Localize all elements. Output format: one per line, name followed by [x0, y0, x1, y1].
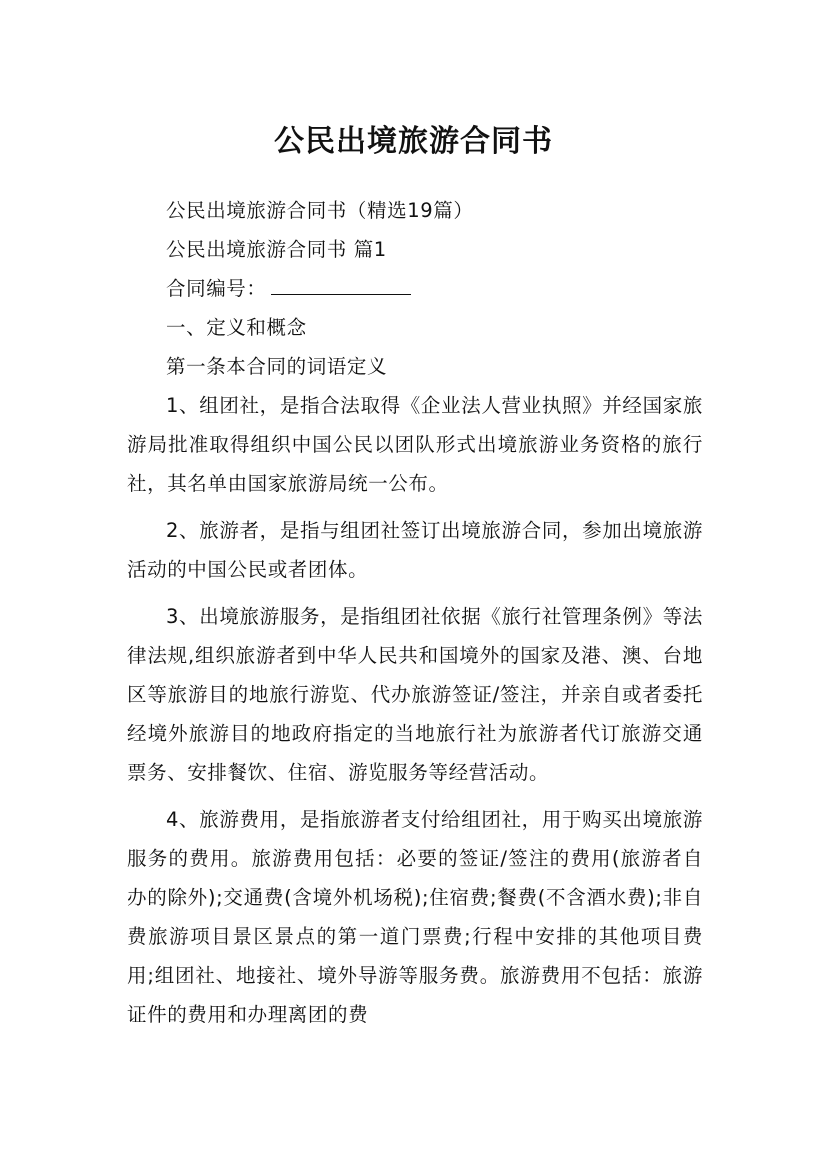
contract-number-line: [127, 269, 703, 308]
paragraph-definition-1: 1、组团社，是指合法取得《企业法人营业执照》并经国家旅游局批准取得组织中国公民以团队形式出境旅游业务资格的旅行社，其名单由国家旅游局统一公布。: [127, 394, 703, 495]
subtitle-line: 公民出境旅游合同书（精选19篇）: [166, 199, 474, 222]
document-body: [127, 191, 703, 1034]
paragraph-definition-2: 2、旅游者，是指与组团社签订出境旅游合同，参加出境旅游活动的中国公民或者团体。: [127, 519, 703, 581]
chapter-heading: 公民出境旅游合同书 篇1: [166, 238, 387, 261]
paragraph-definition-4: 4、旅游费用，是指旅游者支付给组团社，用于购买出境旅游服务的费用。旅游费用包括：必要的签证/签注的费用(旅游者自办的除外);交通费(含境外机场税);住宿费;餐费(不含酒水费);非自费旅游项目景区景点的第一道门票费;行程中安排的其他项目费用;组团社、地接社、境外导游等服务费。旅游费用不包括：旅游证件的费用和办理离团的费: [127, 808, 703, 1026]
article-heading: 第一条本合同的词语定义: [166, 355, 388, 378]
paragraph-definition-3: 3、出境旅游服务，是指组团社依据《旅行社管理条例》等法律法规,组织旅游者到中华人民共和国境外的国家及港、澳、台地区等旅游目的地旅行游览、代办旅游签证/签注，并亲自或者委托经境外旅游目的地政府指定的当地旅行社为旅游者代订旅游交通票务、安排餐饮、住宿、游览服务等经营活动。: [127, 605, 703, 784]
contract-number-blank: [271, 274, 411, 295]
section-heading: 一、定义和概念: [166, 316, 307, 339]
contract-number-label: 合同编号：: [166, 277, 267, 300]
document-title: 公民出境旅游合同书: [274, 124, 553, 160]
